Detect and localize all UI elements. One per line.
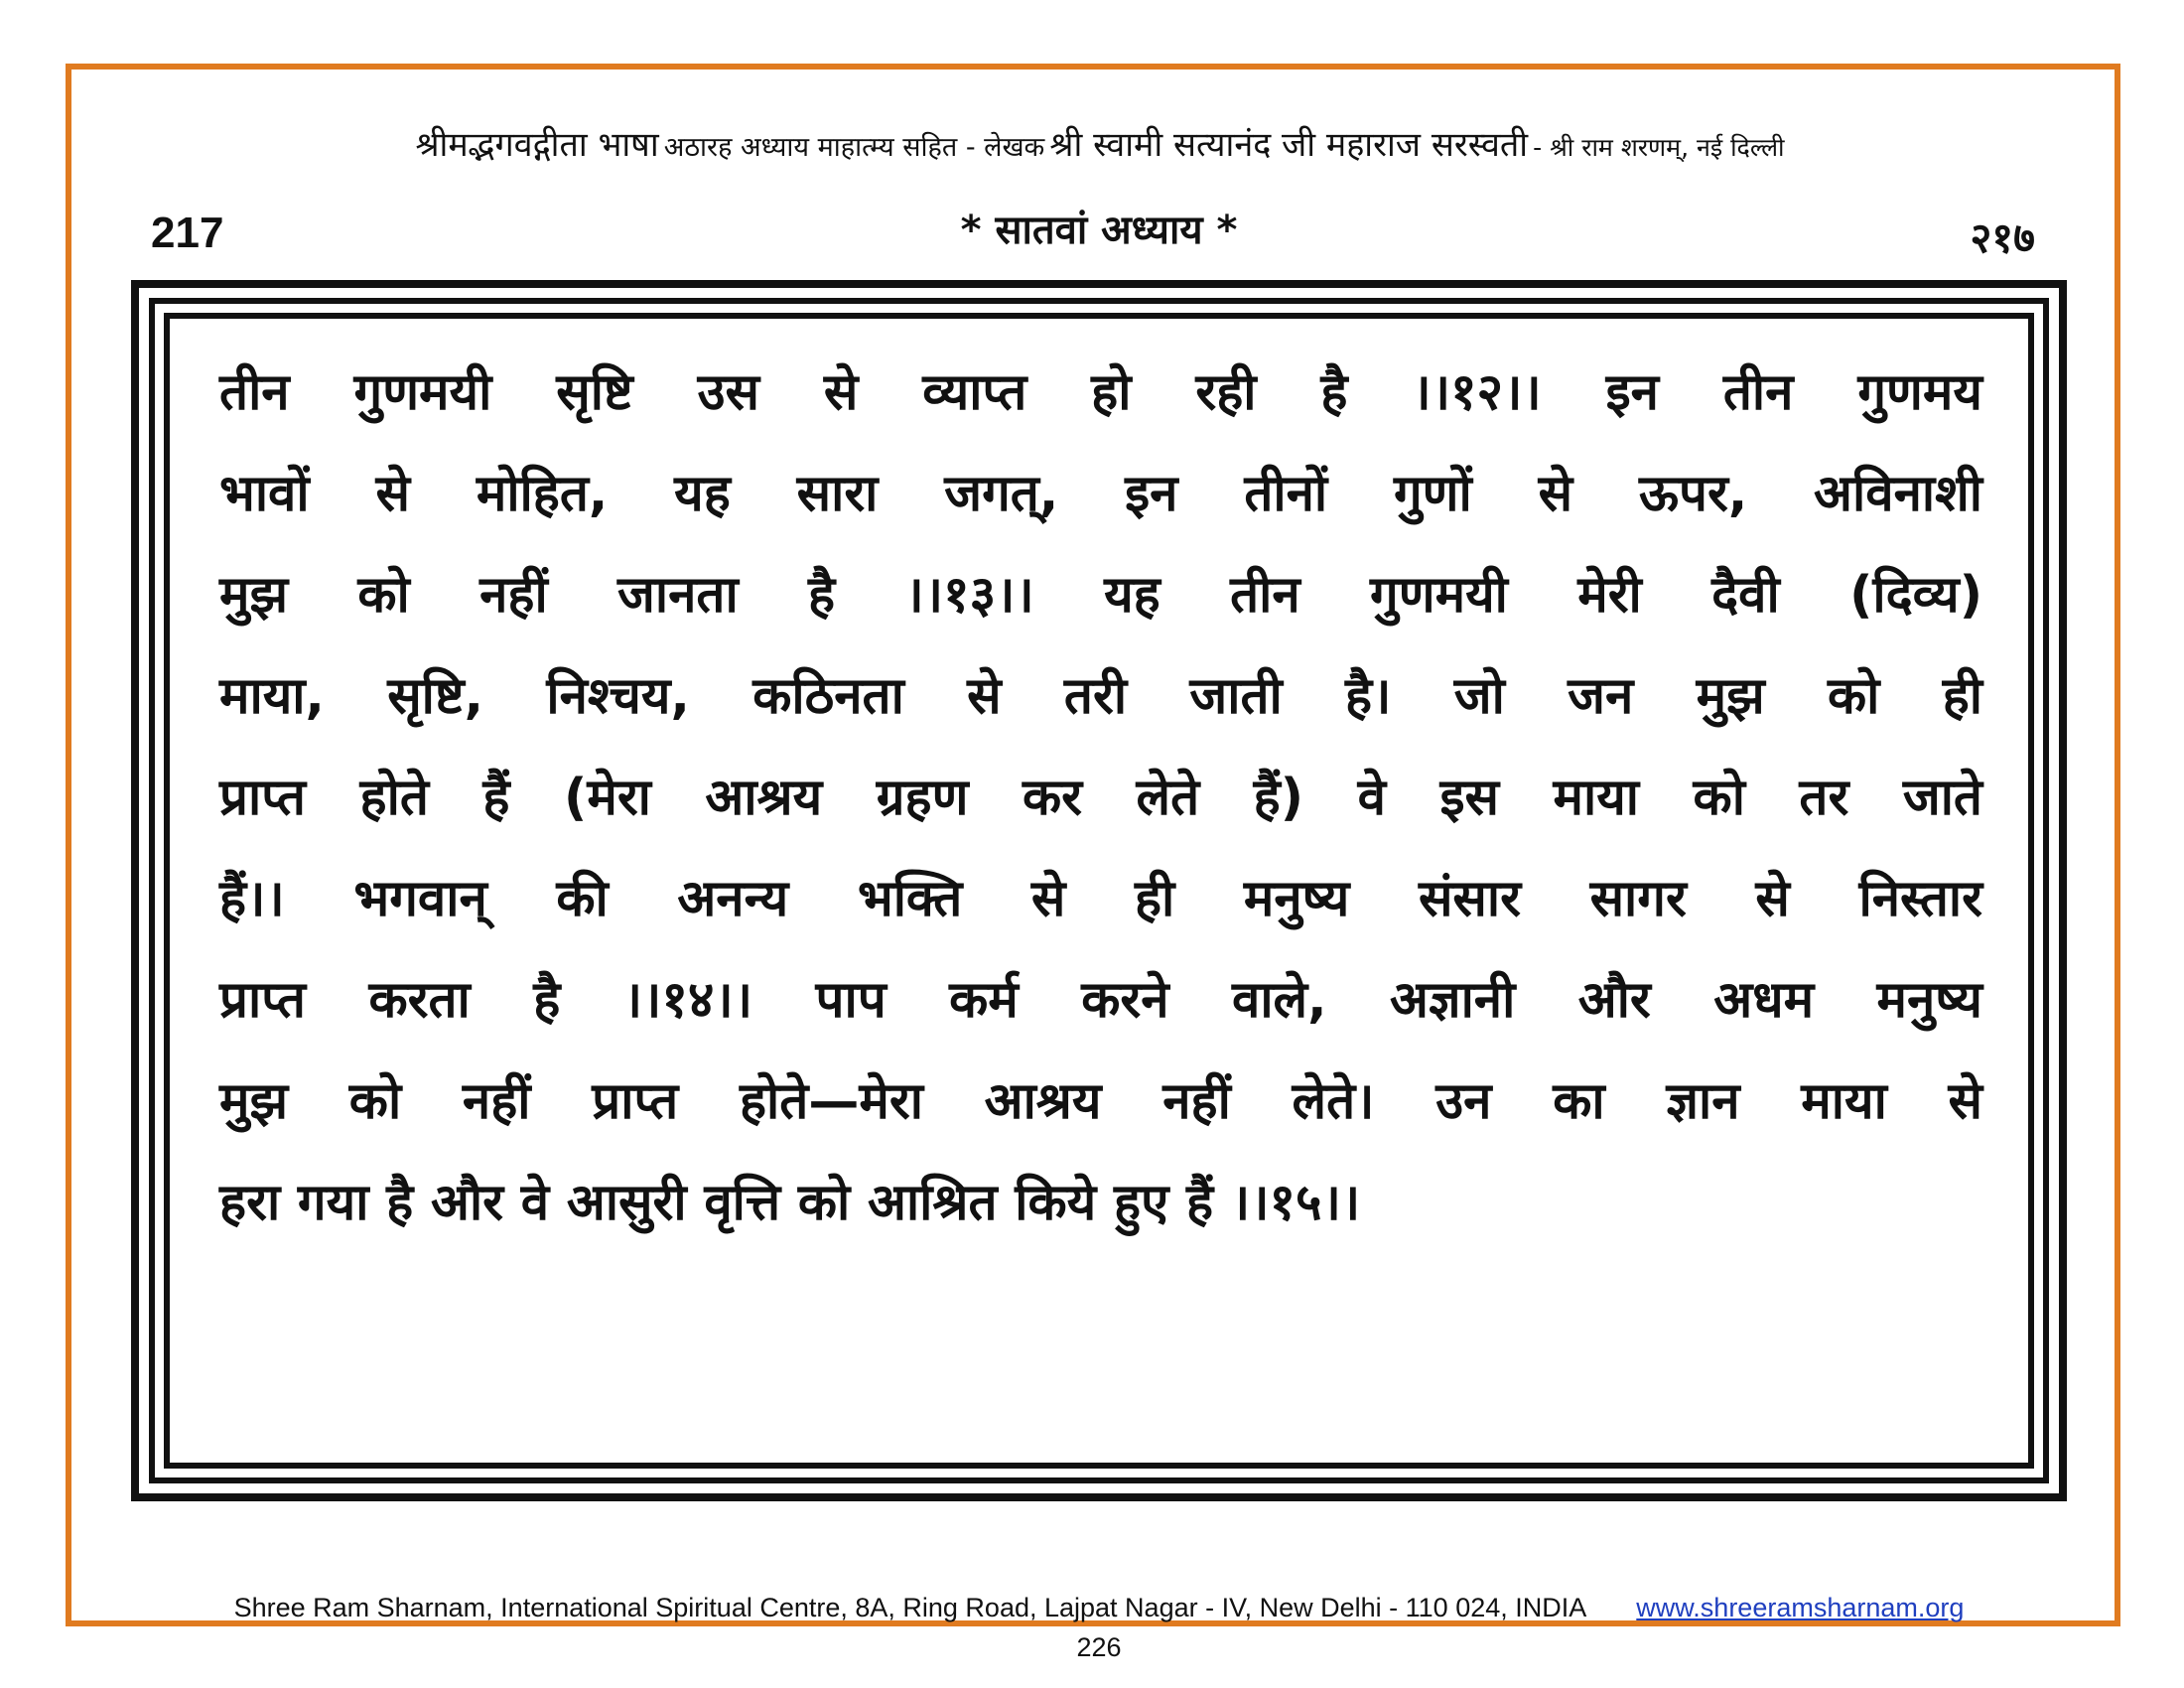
verse-line: हैं।। भगवान् की अनन्य भक्ति से ही मनुष्य संसार सागर से निस्तार: [219, 870, 1982, 928]
footer-page-number: 226: [1076, 1632, 1122, 1662]
page-number-left: 217: [151, 209, 224, 257]
verse-line: मुझ को नहीं जानता है ।।१३।। यह तीन गुणमयी मेरी दैवी (दिव्य): [219, 566, 1982, 625]
publisher-name: - श्री राम शरणम्, नई दिल्ली: [1533, 133, 1785, 162]
verse-line: तीन गुणमयी सृष्टि उस से व्याप्त हो रही है ।।१२।। इन तीन गुणमय: [219, 363, 1982, 422]
verse-line: हरा गया है और वे आसुरी वृत्ति को आश्रित किये हुए हैं ।।१५।।: [219, 1174, 1361, 1232]
text-box-middle-border: [149, 298, 2049, 1483]
verse-line: मुझ को नहीं प्राप्त होते—मेरा आश्रय नहीं लेते। उन का ज्ञान माया से: [219, 1072, 1982, 1131]
page-frame: [66, 64, 2120, 1662]
page-number-right: २१७: [1970, 213, 2035, 262]
verse-line: भावों से मोहित, यह सारा जगत्, इन तीनों गुणों से ऊपर, अविनाशी: [219, 465, 1982, 523]
running-header: [147, 125, 2053, 166]
book-title: श्रीमद्भगवद्गीता भाषा: [415, 125, 659, 165]
website-link[interactable]: www.shreeramsharnam.org: [1636, 1593, 1965, 1622]
text-box-outer-border: [131, 280, 2067, 1501]
verse-text: [219, 329, 1982, 1254]
verse-line: प्राप्त होते हैं (मेरा आश्रय ग्रहण कर लेते हैं) वे इस माया को तर जाते: [219, 769, 1982, 827]
footer-address-text: Shree Ram Sharnam, International Spiritual Centre, 8A, Ring Road, Lajpat Nagar - IV, New Delhi - 110 024, INDIA: [233, 1593, 1585, 1622]
chapter-heading: * सातवां अध्याय *: [960, 208, 1238, 253]
verse-line: प्राप्त करता है ।।१४।। पाप कर्म करने वाले, अज्ञानी और अधम मनुष्य: [219, 971, 1982, 1030]
text-box-inner-border: [164, 313, 2034, 1469]
author-name: श्री स्वामी सत्यानंद जी महाराज सरस्वती: [1049, 125, 1529, 165]
book-subtitle: अठारह अध्याय माहात्म्य सहित - लेखक: [663, 132, 1045, 163]
verse-line: माया, सृष्टि, निश्चय, कठिनता से तरी जाती है। जो जन मुझ को ही: [219, 667, 1982, 726]
footer-address: [71, 1593, 2126, 1623]
